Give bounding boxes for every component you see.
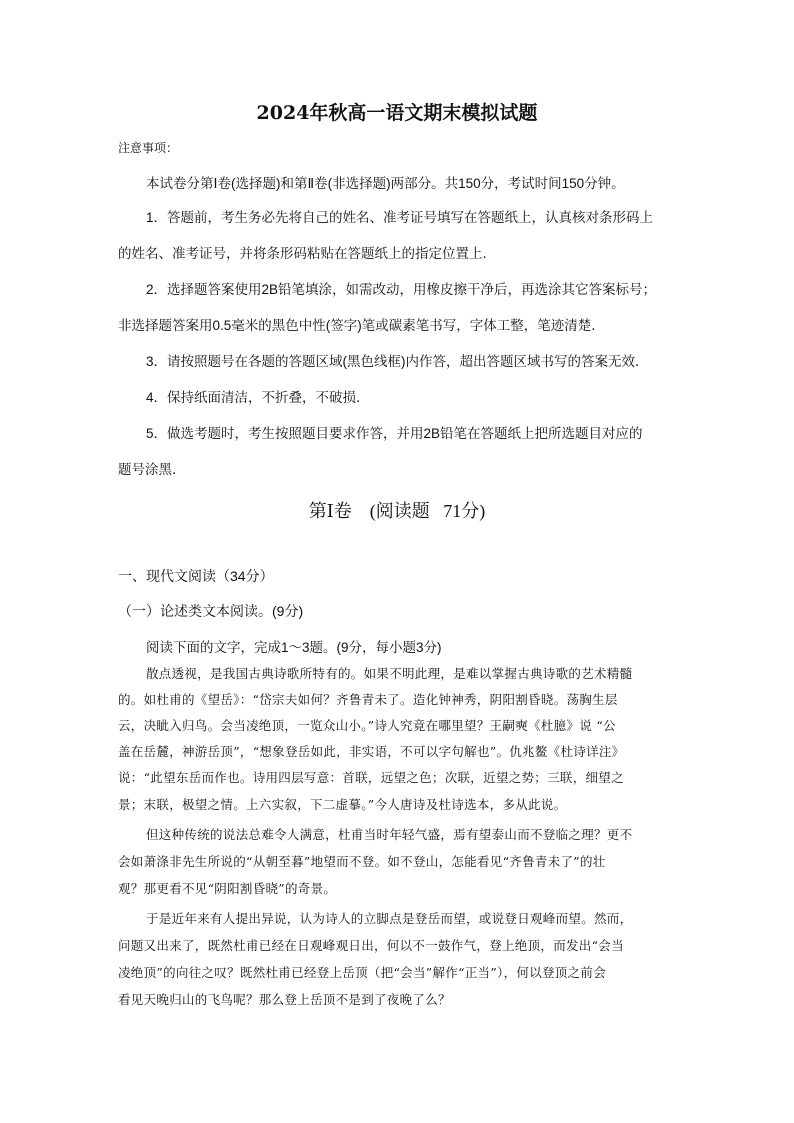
passage-line: 凌绝顶”的向往之叹？既然杜甫已经登上岳顶（把“会当”解作“正当”），何以登顶之前会 <box>118 965 607 980</box>
notice-item-4: 4．保持纸面清洁，不折叠，不破损． <box>146 390 370 405</box>
reading-instruction: 阅读下面的文字，完成1～3题。(9分，每小题3分) <box>146 640 442 655</box>
notice-label: 注意事项： <box>118 141 179 155</box>
passage-line: 会如萧涤非先生所说的“从朝至暮”地望而不登。如不登山，怎能看见“齐鲁青未了”的壮 <box>118 854 606 869</box>
notice-item-3: 3．请按照题号在各题的答题区域(黑色线框)内作答，超出答题区域书写的答案无效． <box>146 354 649 369</box>
notice-item-2-cont: 非选择题答案用0.5毫米的黑色中性(签字)笔或碳素笔书写，字体工整，笔迹清楚． <box>118 318 605 333</box>
passage-line: 说：“此望东岳而作也。诗用四层写意：首联，远望之色；次联，近望之势；三联，细望之 <box>118 770 624 785</box>
passage-line: 盖在岳麓，神游岳顶”，“想象登岳如此，非实语，不可以字句解也”。仇兆鳌《杜诗详注》 <box>118 744 625 759</box>
passage-line: 云，决眦入归鸟。会当凌绝顶，一览众山小。”诗人究竟在哪里望？王嗣奭《杜臆》说 “公 <box>118 718 616 733</box>
passage-line: 的。如杜甫的《望岳》：“岱宗夫如何？齐鲁青未了。造化钟神秀，阴阳割昏晓。荡胸生层 <box>118 692 618 707</box>
notice-item-1-cont: 的姓名、准考证号，并将条形码粘贴在答题纸上的指定位置上． <box>118 246 496 261</box>
notice-intro: 本试卷分第Ⅰ卷(选择题)和第Ⅱ卷(非选择题)两部分。共150分，考试时间150分钟。 <box>146 176 625 191</box>
passage-line: 于是近年来有人提出异说，认为诗人的立脚点是登岳而望，或说登日观峰而望。然而， <box>146 911 633 926</box>
passage-line: 但这种传统的说法总难令人满意，杜甫当时年轻气盛，焉有望泰山而不登临之理？更不 <box>146 827 633 842</box>
part-heading: 一、现代文阅读（34分） <box>118 568 274 584</box>
passage-line: 散点透视，是我国古典诗歌所特有的。如果不明此理，是难以掌握古典诗歌的艺术精髓 <box>146 666 633 681</box>
section-title: 第Ⅰ卷 (阅读题 71分) <box>308 501 486 521</box>
subsection-heading: （一）论述类文本阅读。(9分) <box>118 603 304 619</box>
notice-item-1: 1．答题前，考生务必先将自己的姓名、准考证号填写在答题纸上，认真核对条形码上 <box>146 210 654 225</box>
notice-item-5-cont: 题号涂黑． <box>118 462 186 477</box>
notice-item-2: 2．选择题答案使用2B铅笔填涂，如需改动，用橡皮擦干净后，再选涂其它答案标号； <box>146 282 657 297</box>
passage-line: 观？那更看不见“阴阳割昏晓”的奇景。 <box>118 881 337 896</box>
notice-item-5: 5．做选考题时，考生按照题目要求作答，并用2B铅笔在答题纸上把所选题目对应的 <box>146 426 643 441</box>
passage-line: 看见天晚归山的飞鸟呢？那么登上岳顶不是到了夜晚了么？ <box>118 992 451 1007</box>
passage-line: 景；末联，极望之情。上六实叙，下二虚摹。”今人唐诗及杜诗选本，多从此说。 <box>118 797 567 812</box>
page-title: 2024年秋高一语文期末模拟试题 <box>256 102 538 124</box>
passage-line: 问题又出来了，既然杜甫已经在日观峰观日出，何以不一鼓作气，登上绝顶，而发出“会当 <box>118 938 624 953</box>
